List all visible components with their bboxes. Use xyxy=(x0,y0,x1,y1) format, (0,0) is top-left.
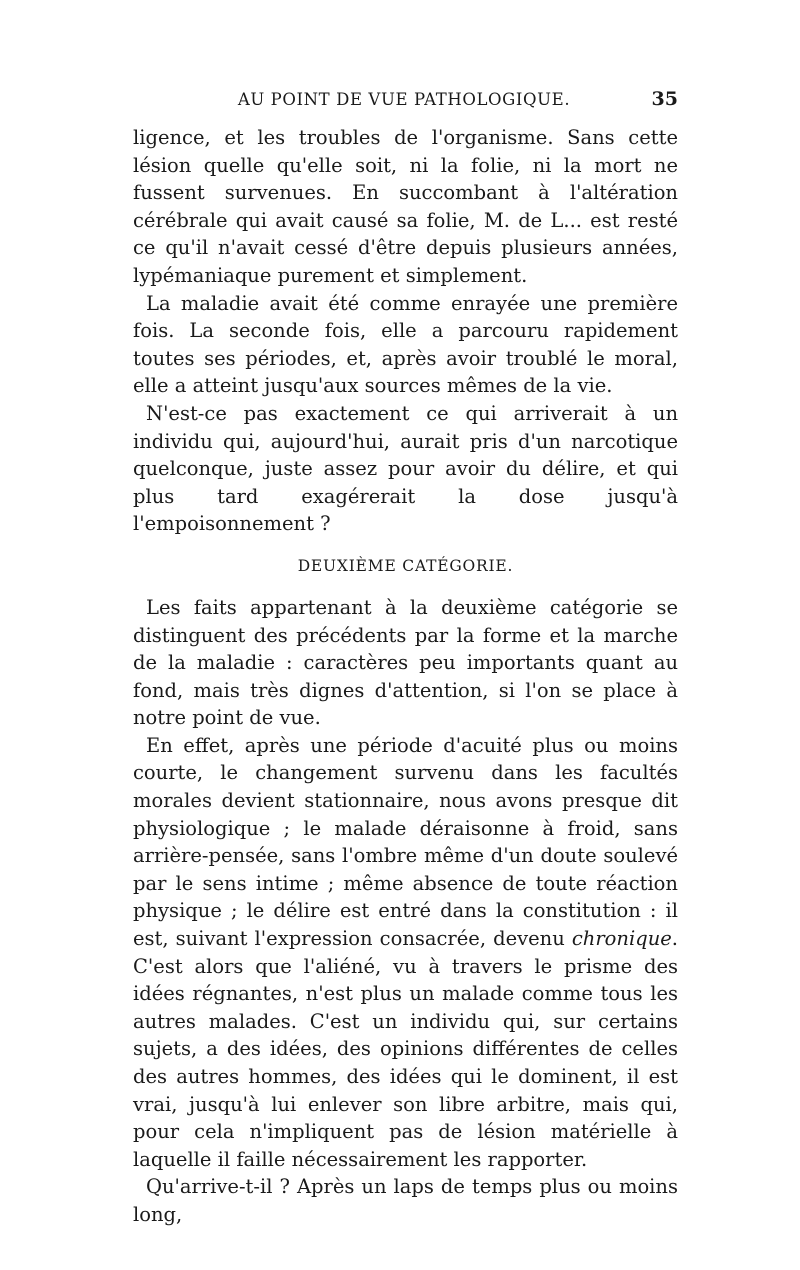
section-heading: DEUXIÈME CATÉGORIE. xyxy=(297,556,514,575)
main-text xyxy=(133,124,678,1229)
paragraph-4: Les faits appartenant à la deuxième catégorie se distinguent des précédents par la forme et la marche de la maladie : caractères peu importants quant au fond, mais très dignes d'attention, si l'on se place à notre point de vue. xyxy=(133,595,678,730)
running-head xyxy=(130,90,678,114)
paragraph-1: ligence, et les troubles de l'organisme. Sans cette lésion quelle qu'elle soit, ni la folie, ni la mort ne fussent survenues. En succombant à l'altération cérébrale qui avait causé sa folie, M. de L... est resté ce qu'il n'avait cessé d'être depuis plusieurs années, lypémaniaque purement et simplement. xyxy=(133,126,678,287)
paragraph-3: N'est-ce pas exactement ce qui arriverait à un individu qui, aujourd'hui, aurait pris d'un narcotique quelconque, juste assez pour avoir du délire, et qui plus tard exagérerait la dose jusqu'à l'empoisonnement ? xyxy=(133,401,678,536)
running-title: AU POINT DE VUE PATHOLOGIQUE. xyxy=(237,90,571,109)
paragraph-5 xyxy=(133,732,678,1174)
paragraph-6: Qu'arrive-t-il ? Après un laps de temps plus ou moins long, xyxy=(133,1175,678,1226)
paragraph-2: La maladie avait été comme enrayée une première fois. La seconde fois, elle a parcouru rapidement toutes ses périodes, et, après avoir troublé le moral, elle a atteint jusqu'aux sources mêmes de la vie. xyxy=(133,291,678,398)
paragraph-5-text-start: En effet, après une période d'acuité plus ou moins courte, le changement survenu dans les facultés morales devient stationnaire, nous avons presque dit physiologique ; le malade déraisonne à froid, sans arrière-pensée, sans l'ombre même d'un doute soulevé par le sens intime ; même absence de toute réaction physique ; le délire est entré dans la constitution : il est, suivant l'expression consacrée, devenu xyxy=(133,733,678,951)
paragraph-5-text-end: . C'est alors que l'aliéné, vu à travers le prisme des idées régnantes, n'est plus un malade comme tous les autres malades. C'est un individu qui, sur certains sujets, a des idées, des opinions différentes de celles des autres hommes, des idées qui le dominent, il est vrai, jusqu'à lui enlever son libre arbitre, mais qui, pour cela n'impliquent pas de lésion matérielle à laquelle il faille nécessairement les rapporter. xyxy=(133,927,678,1171)
page-number: 35 xyxy=(651,88,678,110)
emphasized-word: chronique xyxy=(571,927,672,951)
